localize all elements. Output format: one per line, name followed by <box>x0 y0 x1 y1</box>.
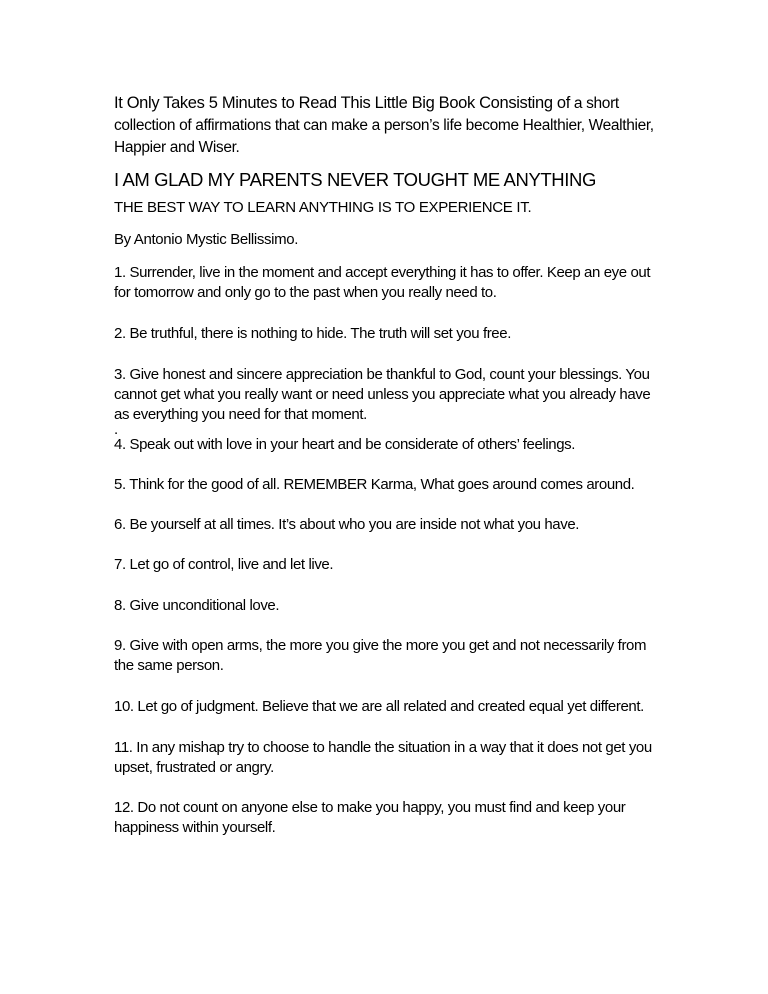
affirmation-9: 9. Give with open arms, the more you give the more you get and not necessarily from the same person. <box>114 637 647 674</box>
affirmation-2: 2. Be truthful, there is nothing to hide. The truth will set you free. <box>114 325 511 342</box>
intro-paragraph <box>114 92 660 159</box>
affirmation-3: 3. Give honest and sincere appreciation be thankful to God, count your blessings. You cannot get what you really want or need unless you appreciate what you already have as everything you need for that moment. <box>114 366 651 423</box>
document-page <box>114 92 660 838</box>
affirmation-7: 7. Let go of control, live and let live. <box>114 556 334 573</box>
author-byline: By Antonio Mystic Bellissimo. <box>114 231 299 248</box>
affirmation-12: 12. Do not count on anyone else to make you happy, you must find and keep your happiness within yourself. <box>114 799 626 836</box>
affirmation-list <box>114 263 660 838</box>
document-subtitle: THE BEST WAY TO LEARN ANYTHING IS TO EXPERIENCE IT. <box>114 199 532 216</box>
affirmation-10: 10. Let go of judgment. Believe that we are all related and created equal yet different. <box>114 698 644 715</box>
intro-lead: It Only Takes 5 Minutes to Read This Little Big Book Consisting of <box>114 94 570 112</box>
document-title: I AM GLAD MY PARENTS NEVER TOUGHT ME ANYTHING <box>114 169 596 190</box>
separator-dot: . <box>114 421 119 438</box>
affirmation-8: 8. Give unconditional love. <box>114 597 280 614</box>
affirmation-5: 5. Think for the good of all. REMEMBER Karma, What goes around comes around. <box>114 476 635 493</box>
affirmation-4: 4. Speak out with love in your heart and be considerate of others’ feelings. <box>114 436 576 453</box>
affirmation-1: 1. Surrender, live in the moment and accept everything it has to offer. Keep an eye out for tomorrow and only go to the past when you really need to. <box>114 264 651 301</box>
affirmation-11: 11. In any mishap try to choose to handle the situation in a way that it does not get you upset, frustrated or angry. <box>114 739 652 776</box>
affirmation-6: 6. Be yourself at all times. It’s about who you are inside not what you have. <box>114 516 580 533</box>
intro-rest: a short collection of affirmations that can make a person’s life become Healthier, Wealthier, Happier and Wiser. <box>114 95 654 156</box>
